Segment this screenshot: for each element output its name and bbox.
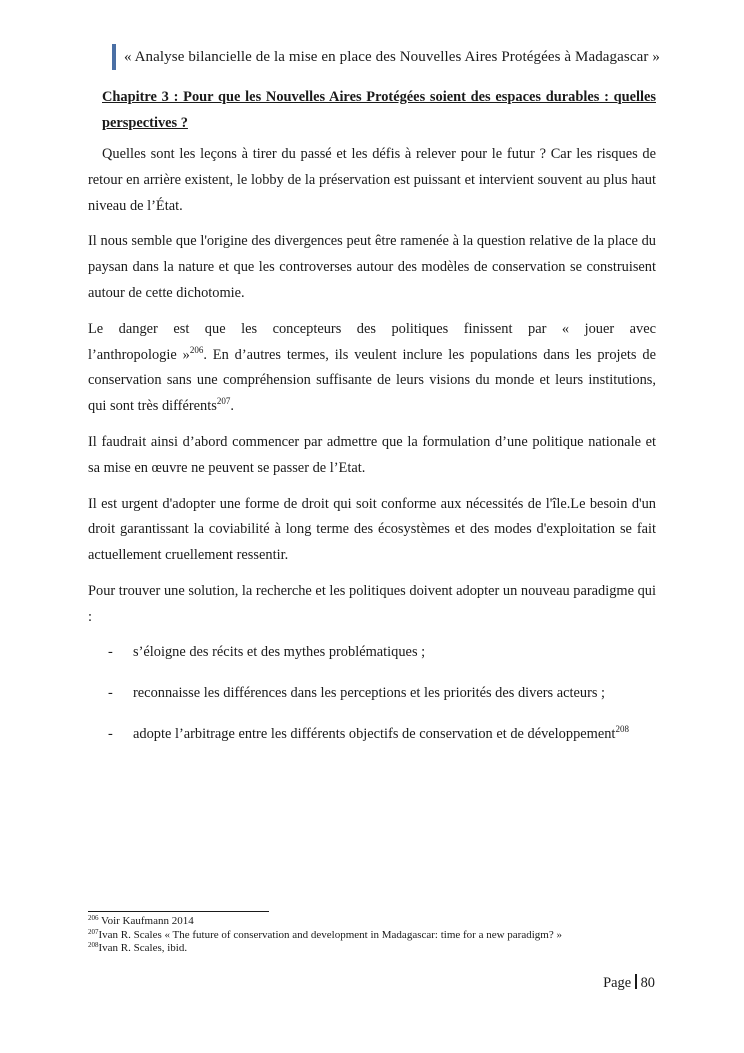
list-item <box>88 682 656 704</box>
footnote-number: 207 <box>88 927 99 936</box>
paragraph-5: Il est urgent d'adopter une forme de droit qui soit conforme aux nécessités de l'île.Le besoin d'un droit garantissant la coviabilité à long terme des écosystèmes et des modes d'exploitation se fait actuellement cruellement ressentir. <box>88 495 656 564</box>
paragraph-6: Pour trouver une solution, la recherche et les politiques doivent adopter un nouveau paradigme qui : <box>88 582 656 625</box>
paragraph-3-text-b: l’anthropologie » <box>88 346 190 363</box>
page-label: Page <box>603 975 632 991</box>
footnote-206 <box>88 915 688 929</box>
footnote-number: 208 <box>88 941 99 949</box>
paragraph-2: Il nous semble que l'origine des divergences peut être ramenée à la question relative de la place du paysan dans la nature et que les controverses autour des modèles de conservation se construisent autour de cette dichotomie. <box>88 233 656 301</box>
paragraph-3-text-c: . En d’autres termes, ils veulent inclure les populations dans les projets de conservation sans une compréhension suffisante de leurs visions du monde et leurs institutions, qui sont très différents <box>88 346 656 415</box>
footnote-separator <box>88 911 269 912</box>
footnote-text: Voir Kaufmann 2014 <box>98 915 194 927</box>
footnote-ref-206[interactable]: 206 <box>189 344 204 355</box>
page-number <box>603 974 655 992</box>
running-header <box>112 44 660 70</box>
chapter-heading: Chapitre 3 : Pour que les Nouvelles Aires Protégées soient des espaces durables : quelles perspectives ? <box>102 89 656 131</box>
header-title: « Analyse bilancielle de la mise en place des Nouvelles Aires Protégées à Madagascar » <box>124 48 660 65</box>
list-bullet: - <box>108 684 113 701</box>
paragraph-3 <box>88 317 656 420</box>
paradigm-list <box>88 641 656 745</box>
paragraph-3-text-d: . <box>230 398 234 415</box>
footnote-208 <box>88 942 688 956</box>
page-body <box>88 84 656 764</box>
header-accent-bar <box>112 44 116 70</box>
list-item <box>88 641 656 663</box>
footnote-text: Ivan R. Scales « The future of conservation and development in Madagascar: time for a new paradigm? » <box>98 928 562 941</box>
footnote-number: 206 <box>88 914 99 922</box>
list-item-text: adopte l’arbitrage entre les différents objectifs de conservation et de développement <box>133 725 616 742</box>
paragraph-3-line-1: Le danger est que les concepteurs des politiques finissent par « jouer avec <box>88 320 656 337</box>
list-bullet: - <box>108 643 113 660</box>
page-separator <box>635 974 637 989</box>
list-item <box>88 723 656 745</box>
footnote-ref-208[interactable]: 208 <box>615 723 629 734</box>
list-bullet: - <box>108 725 113 742</box>
footnote-ref-207[interactable]: 207 <box>216 396 231 407</box>
list-item-text: s’éloigne des récits et des mythes problématiques ; <box>133 643 426 660</box>
paragraph-4: Il faudrait ainsi d’abord commencer par admettre que la formulation d’une politique nationale et sa mise en œuvre ne peuvent se passer de l’Etat. <box>88 433 656 476</box>
footnote-207 <box>88 929 688 943</box>
footnote-text: Ivan R. Scales, ibid. <box>98 942 188 954</box>
paragraph-1: Quelles sont les leçons à tirer du passé et les défis à relever pour le futur ? Car les risques de retour en arrière existent, le lobby de la préservation est puissant et intervient souvent au plus haut niveau de l’État. <box>88 146 656 214</box>
list-item-text: reconnaisse les différences dans les perceptions et les priorités des divers acteurs ; <box>133 684 606 701</box>
page-number-value: 80 <box>640 975 655 991</box>
footnotes <box>88 911 688 956</box>
